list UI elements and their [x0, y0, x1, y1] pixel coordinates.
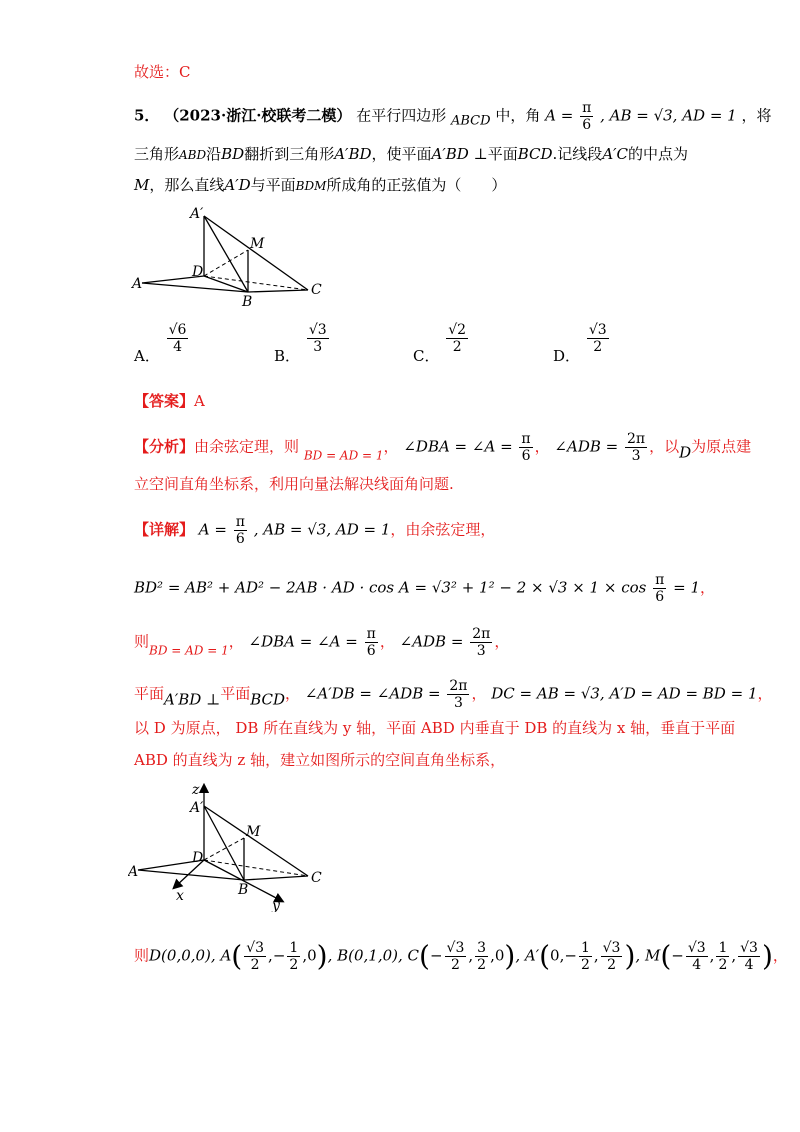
- fraction-pi-6: [365, 626, 378, 659]
- math-ab-ad: , AB = √3, AD = 1: [600, 106, 737, 125]
- label-d: D: [192, 264, 204, 280]
- math-a-prime-bd: A′BD: [334, 145, 372, 163]
- fraction-pi-6: [580, 100, 593, 133]
- detail-text: ，由余弦定理，: [390, 520, 496, 539]
- math-bdm: BDM: [295, 179, 327, 193]
- edge-dc-hidden: [204, 276, 308, 290]
- frac-num: √2: [448, 322, 467, 338]
- frac-den: 2: [718, 957, 728, 973]
- frac-num: π: [655, 572, 665, 588]
- label-c: C: [311, 282, 322, 298]
- label-m: M: [250, 236, 265, 252]
- label-a-prime: A′: [190, 800, 204, 816]
- frac-num: √3: [446, 940, 465, 956]
- figure-folded-parallelogram: [128, 200, 338, 312]
- frac-den: 3: [453, 695, 463, 711]
- detail-text: 则: [134, 946, 150, 965]
- frac-num: 1: [580, 940, 590, 956]
- frac-den: 3: [631, 448, 641, 464]
- frac-num: 1: [718, 940, 728, 956]
- frac-den: 2: [289, 957, 299, 973]
- fraction-pi-6: [234, 514, 247, 547]
- edge-ab: [142, 283, 248, 292]
- figure-coordinate-system: [128, 782, 338, 912]
- frac-num: π: [366, 626, 376, 642]
- analysis-text: 由余弦定理，则: [194, 437, 300, 456]
- frac-num: 2π: [449, 678, 468, 694]
- label-y: y: [272, 898, 280, 912]
- frac-num: √6: [168, 322, 187, 338]
- option-letter: B．: [274, 346, 301, 365]
- question-text: 平面: [487, 145, 518, 163]
- question-text: 沿: [206, 145, 222, 163]
- frac-den: 6: [521, 448, 531, 464]
- frac-num: π: [235, 514, 245, 530]
- minus-sign: −: [564, 946, 577, 965]
- analysis-text: 为原点建: [691, 437, 752, 456]
- question-text: ，将: [741, 106, 772, 125]
- math-coords: , M: [635, 946, 661, 965]
- detail-text: 平面: [134, 684, 165, 703]
- fraction-sqrt3-2: [601, 940, 623, 973]
- option-fraction: [587, 322, 609, 355]
- fraction-sqrt3-2: [445, 940, 467, 973]
- frac-num: π: [582, 100, 592, 116]
- equation-bd-squared: [134, 572, 715, 605]
- frac-den: 2: [593, 339, 603, 355]
- label-b: B: [242, 294, 253, 310]
- fraction-2pi-3: [625, 431, 647, 464]
- frac-den: 4: [692, 957, 702, 973]
- frac-num: √3: [687, 940, 706, 956]
- question-text: 与平面: [250, 176, 296, 194]
- fraction-pi-6: [519, 431, 532, 464]
- math-bcd: BCD: [250, 690, 286, 709]
- previous-answer: 故选：C: [134, 63, 191, 81]
- label-x: x: [176, 888, 184, 904]
- math-m: M: [134, 176, 150, 194]
- frac-den: 2: [250, 957, 260, 973]
- punct: ，: [700, 578, 716, 597]
- edge-dm-hidden: [204, 838, 244, 860]
- math-angle-a: A =: [198, 520, 227, 539]
- frac-den: 3: [313, 339, 323, 355]
- fraction-2pi-3: [470, 626, 492, 659]
- answer-tag: 【答案】: [134, 392, 195, 410]
- math-angle-a: A =: [545, 106, 574, 125]
- math-coords: , B(0,1,0), C: [327, 946, 420, 965]
- frac-den: 2: [452, 339, 462, 355]
- frac-den: 3: [476, 643, 486, 659]
- label-m: M: [246, 824, 261, 840]
- analysis-text: ，: [534, 437, 550, 456]
- fraction-sqrt3-4: [738, 940, 760, 973]
- punct: ，: [772, 946, 788, 965]
- detail-text: ，: [757, 684, 773, 703]
- detail-tag: 【详解】: [134, 520, 195, 539]
- math-ab-ad: , AB = √3, AD = 1: [253, 520, 391, 539]
- question-text: 所成角的正弦值为（ ）: [326, 176, 507, 194]
- edge-bc: [248, 290, 308, 292]
- detail-line-1: [134, 514, 495, 547]
- math-angle-dba: ∠DBA = ∠A =: [248, 632, 358, 651]
- frac-num: 3: [477, 940, 487, 956]
- math-abcd: ABCD: [451, 113, 491, 129]
- label-d: D: [192, 850, 204, 866]
- math-bd-ad: BD = AD = 1: [303, 448, 384, 463]
- question-text: 在平行四边形: [356, 106, 447, 125]
- edge-a-prime-c: [204, 806, 308, 876]
- question-text: .记线段: [552, 145, 603, 163]
- detail-text: ，: [228, 632, 244, 651]
- math-abd: ABD: [179, 148, 207, 162]
- question-text: 的中点为: [628, 145, 689, 163]
- option-fraction: [307, 322, 329, 355]
- detail-text: ，: [379, 632, 395, 651]
- frac-num: 2π: [627, 431, 646, 447]
- detail-line-4: [134, 678, 773, 711]
- coordinates-line: 则D(0,0,0), A( $\frac{√3}{2}$ ,− $\frac{1}{2}$ ,0), B(0,1,0), C(− $\frac{√3}{2}$ , $\frac{3}{2}$ ,0), A′(0,− $\frac{1}{2}$ , $\frac{√3}{2}$ ), M(− $\frac{√3}{4}$ , $\frac{1}{2}$ , $\frac{√3}{4}$ )，: [134, 939, 788, 973]
- frac-den: 4: [173, 339, 182, 355]
- frac-den: 2: [477, 957, 487, 973]
- edge-a-prime-c: [204, 216, 308, 290]
- question-line-2: [134, 144, 688, 165]
- analysis-line-1: [134, 431, 751, 466]
- minus-sign: −: [272, 946, 286, 965]
- math-lengths: DC = AB = √3, A′D = AD = BD = 1: [491, 684, 758, 703]
- analysis-text: ，以: [649, 437, 680, 456]
- question-line-1: [134, 100, 772, 133]
- label-c: C: [311, 870, 322, 886]
- math-angle-adb: ∠ADB =: [399, 632, 464, 651]
- frac-den: 2: [580, 957, 590, 973]
- frac-num: √3: [308, 322, 327, 338]
- frac-den: 6: [655, 589, 665, 605]
- answer-line: [134, 391, 205, 411]
- question-line-3: [134, 175, 506, 196]
- question-text: 翻折到三角形: [244, 145, 335, 163]
- option-a[interactable]: [134, 322, 190, 365]
- edge-a-prime-b: [204, 806, 244, 880]
- answer-value: A: [194, 392, 205, 410]
- option-d[interactable]: [553, 322, 611, 365]
- frac-num: 1: [289, 940, 299, 956]
- frac-den: 2: [451, 957, 460, 973]
- option-letter: A．: [134, 346, 160, 365]
- detail-line-3: [134, 626, 509, 661]
- frac-den: 6: [235, 531, 245, 547]
- fraction-2pi-3: [447, 678, 469, 711]
- option-letter: D．: [553, 346, 581, 365]
- label-b: B: [238, 882, 249, 898]
- frac-num: 2π: [472, 626, 491, 642]
- label-a-prime: A′: [190, 206, 204, 222]
- analysis-line-2: 立空间直角坐标系，利用向量法解决线面角问题.: [134, 475, 454, 493]
- math-perp: A′BD ⊥: [164, 690, 221, 709]
- math-coords: , A′: [515, 946, 540, 965]
- math-result: = 1: [673, 578, 700, 597]
- option-fraction: [446, 322, 468, 355]
- option-fraction: [167, 322, 189, 355]
- detail-text: 平面: [220, 684, 251, 703]
- question-number: 5．: [134, 106, 160, 125]
- detail-text: ，: [471, 684, 487, 703]
- math-bcd: BCD: [517, 145, 553, 163]
- question-text: ，使平面: [371, 145, 432, 163]
- frac-den: 6: [582, 117, 592, 133]
- fraction-sqrt3-4: [686, 940, 708, 973]
- fraction-pi-6: [653, 572, 666, 605]
- math-cosine-law: BD² = AB² + AD² − 2AB · AD · cos A = √3² + 1² − 2 × √3 × 1 × cos: [134, 578, 647, 597]
- option-c[interactable]: [413, 322, 470, 365]
- math-bd-ad: BD = AD = 1: [149, 643, 229, 658]
- fraction-1-2: [716, 940, 729, 973]
- label-z: z: [192, 782, 200, 798]
- analysis-tag: 【分析】: [134, 437, 195, 456]
- math-bd: BD: [221, 145, 245, 163]
- math-coords: D(0,0,0), A: [149, 946, 232, 965]
- analysis-text: ，: [383, 437, 399, 456]
- option-b[interactable]: [274, 322, 331, 365]
- frac-den: 4: [744, 957, 754, 973]
- label-a: A: [128, 864, 139, 880]
- detail-line-5: 以 D 为原点， DB 所在直线为 y 轴，平面 ABD 内垂直于 DB 的直线为 x 轴，垂直于平面: [134, 719, 736, 737]
- fraction-sqrt3-2: [244, 940, 266, 973]
- math-perp: A′BD ⊥: [431, 145, 488, 163]
- math-angle-adb: ∠ADB =: [554, 437, 619, 456]
- option-letter: C．: [413, 346, 440, 365]
- frac-num: √3: [246, 940, 265, 956]
- fraction-1-2: [287, 940, 300, 973]
- math-angle-dba: ∠DBA = ∠A =: [403, 437, 513, 456]
- frac-num: π: [521, 431, 531, 447]
- question-text: 三角形: [134, 145, 180, 163]
- frac-num: √3: [602, 940, 621, 956]
- frac-num: √3: [588, 322, 607, 338]
- frac-den: 6: [366, 643, 376, 659]
- minus-sign: −: [429, 946, 443, 965]
- math-a-prime-d: A′D: [224, 176, 251, 194]
- detail-text: 则: [134, 632, 150, 651]
- detail-text: ，: [285, 684, 301, 703]
- minus-sign: −: [671, 946, 684, 965]
- question-source: （2023·浙江·校联考二模）: [164, 106, 352, 125]
- math-angle-a-prime-db: ∠A′DB = ∠ADB =: [304, 684, 441, 703]
- math-d: D: [679, 443, 692, 462]
- detail-line-6: ABD 的直线为 z 轴，建立如图所示的空间直角坐标系，: [134, 751, 506, 769]
- fraction-3-2: [475, 940, 488, 973]
- frac-den: 2: [607, 957, 617, 973]
- fraction-1-2: [579, 940, 592, 973]
- label-a: A: [132, 276, 143, 292]
- frac-num: √3: [740, 940, 758, 956]
- detail-text: ，: [494, 632, 510, 651]
- question-text: ，那么直线: [149, 176, 225, 194]
- question-text: 中，角: [495, 106, 541, 125]
- math-a-prime-c: A′C: [602, 145, 629, 163]
- edge-bc: [244, 876, 308, 880]
